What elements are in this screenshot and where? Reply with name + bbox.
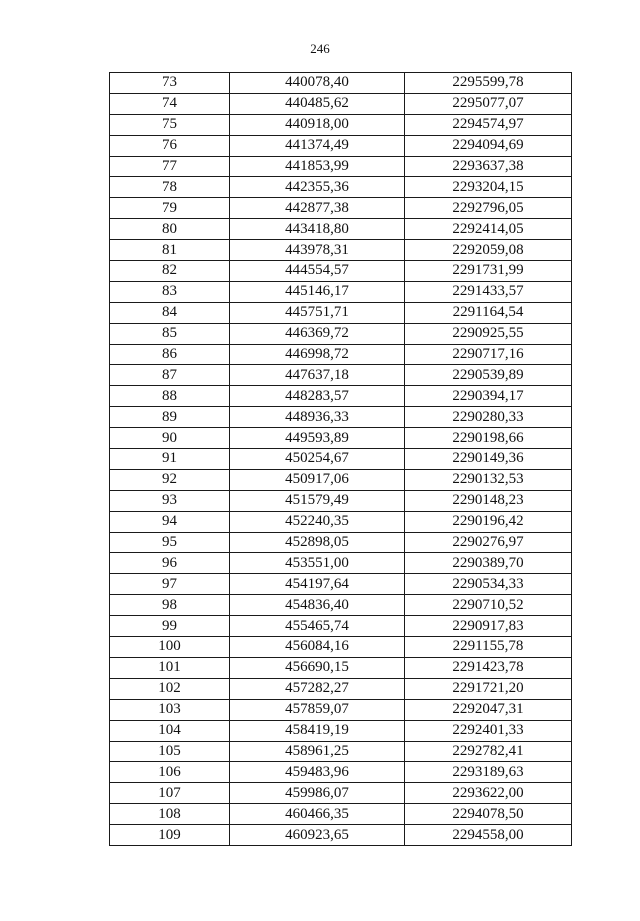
y-coordinate-cell: 2291155,78: [405, 637, 572, 658]
table-row: [110, 574, 572, 595]
table-row: [110, 490, 572, 511]
y-coordinate-cell: 2291423,78: [405, 657, 572, 678]
y-coordinate-cell: 2292796,05: [405, 198, 572, 219]
table-row: [110, 595, 572, 616]
x-coordinate-cell: 445146,17: [230, 281, 405, 302]
point-number-cell: 93: [110, 490, 230, 511]
table-row: [110, 93, 572, 114]
x-coordinate-cell: 457282,27: [230, 678, 405, 699]
table-row: [110, 469, 572, 490]
y-coordinate-cell: 2290280,33: [405, 407, 572, 428]
y-coordinate-cell: 2290276,97: [405, 532, 572, 553]
y-coordinate-cell: 2295599,78: [405, 73, 572, 94]
point-number-cell: 99: [110, 616, 230, 637]
y-coordinate-cell: 2290198,66: [405, 428, 572, 449]
y-coordinate-cell: 2294574,97: [405, 114, 572, 135]
x-coordinate-cell: 443978,31: [230, 240, 405, 261]
x-coordinate-cell: 452240,35: [230, 511, 405, 532]
table-row: [110, 783, 572, 804]
point-number-cell: 90: [110, 428, 230, 449]
y-coordinate-cell: 2290534,33: [405, 574, 572, 595]
table-row: [110, 261, 572, 282]
y-coordinate-cell: 2290394,17: [405, 386, 572, 407]
x-coordinate-cell: 456084,16: [230, 637, 405, 658]
point-number-cell: 76: [110, 135, 230, 156]
y-coordinate-cell: 2290925,55: [405, 323, 572, 344]
table-row: [110, 240, 572, 261]
y-coordinate-cell: 2290148,23: [405, 490, 572, 511]
x-coordinate-cell: 456690,15: [230, 657, 405, 678]
x-coordinate-cell: 440485,62: [230, 93, 405, 114]
y-coordinate-cell: 2291433,57: [405, 281, 572, 302]
x-coordinate-cell: 446998,72: [230, 344, 405, 365]
point-number-cell: 85: [110, 323, 230, 344]
point-number-cell: 109: [110, 825, 230, 846]
point-number-cell: 106: [110, 762, 230, 783]
point-number-cell: 91: [110, 449, 230, 470]
table-row: [110, 428, 572, 449]
point-number-cell: 94: [110, 511, 230, 532]
y-coordinate-cell: 2290710,52: [405, 595, 572, 616]
x-coordinate-cell: 448283,57: [230, 386, 405, 407]
point-number-cell: 100: [110, 637, 230, 658]
point-number-cell: 105: [110, 741, 230, 762]
y-coordinate-cell: 2295077,07: [405, 93, 572, 114]
y-coordinate-cell: 2293622,00: [405, 783, 572, 804]
x-coordinate-cell: 440078,40: [230, 73, 405, 94]
x-coordinate-cell: 448936,33: [230, 407, 405, 428]
y-coordinate-cell: 2291731,99: [405, 261, 572, 282]
table-row: [110, 449, 572, 470]
table-row: [110, 678, 572, 699]
table-body: [110, 73, 572, 846]
x-coordinate-cell: 455465,74: [230, 616, 405, 637]
x-coordinate-cell: 440918,00: [230, 114, 405, 135]
table-row: [110, 720, 572, 741]
x-coordinate-cell: 459986,07: [230, 783, 405, 804]
x-coordinate-cell: 460923,65: [230, 825, 405, 846]
table-row: [110, 741, 572, 762]
table-row: [110, 762, 572, 783]
point-number-cell: 77: [110, 156, 230, 177]
y-coordinate-cell: 2290717,16: [405, 344, 572, 365]
point-number-cell: 73: [110, 73, 230, 94]
y-coordinate-cell: 2294558,00: [405, 825, 572, 846]
y-coordinate-cell: 2292059,08: [405, 240, 572, 261]
table-row: [110, 323, 572, 344]
x-coordinate-cell: 453551,00: [230, 553, 405, 574]
y-coordinate-cell: 2294094,69: [405, 135, 572, 156]
point-number-cell: 80: [110, 219, 230, 240]
table-row: [110, 657, 572, 678]
x-coordinate-cell: 447637,18: [230, 365, 405, 386]
point-number-cell: 82: [110, 261, 230, 282]
x-coordinate-cell: 442355,36: [230, 177, 405, 198]
table-row: [110, 532, 572, 553]
point-number-cell: 79: [110, 198, 230, 219]
y-coordinate-cell: 2291721,20: [405, 678, 572, 699]
table-row: [110, 386, 572, 407]
y-coordinate-cell: 2293189,63: [405, 762, 572, 783]
table-row: [110, 699, 572, 720]
point-number-cell: 86: [110, 344, 230, 365]
x-coordinate-cell: 458419,19: [230, 720, 405, 741]
table-row: [110, 198, 572, 219]
x-coordinate-cell: 454836,40: [230, 595, 405, 616]
table-row: [110, 114, 572, 135]
point-number-cell: 108: [110, 804, 230, 825]
point-number-cell: 103: [110, 699, 230, 720]
point-number-cell: 87: [110, 365, 230, 386]
x-coordinate-cell: 445751,71: [230, 302, 405, 323]
point-number-cell: 98: [110, 595, 230, 616]
point-number-cell: 81: [110, 240, 230, 261]
point-number-cell: 84: [110, 302, 230, 323]
y-coordinate-cell: 2291164,54: [405, 302, 572, 323]
y-coordinate-cell: 2294078,50: [405, 804, 572, 825]
x-coordinate-cell: 459483,96: [230, 762, 405, 783]
point-number-cell: 102: [110, 678, 230, 699]
x-coordinate-cell: 443418,80: [230, 219, 405, 240]
y-coordinate-cell: 2290149,36: [405, 449, 572, 470]
table-row: [110, 281, 572, 302]
x-coordinate-cell: 458961,25: [230, 741, 405, 762]
point-number-cell: 78: [110, 177, 230, 198]
table-row: [110, 365, 572, 386]
point-number-cell: 89: [110, 407, 230, 428]
table-row: [110, 219, 572, 240]
y-coordinate-cell: 2290539,89: [405, 365, 572, 386]
point-number-cell: 92: [110, 469, 230, 490]
y-coordinate-cell: 2290132,53: [405, 469, 572, 490]
y-coordinate-cell: 2290917,83: [405, 616, 572, 637]
point-number-cell: 107: [110, 783, 230, 804]
x-coordinate-cell: 457859,07: [230, 699, 405, 720]
x-coordinate-cell: 454197,64: [230, 574, 405, 595]
y-coordinate-cell: 2292414,05: [405, 219, 572, 240]
table-row: [110, 344, 572, 365]
coordinates-table: [109, 72, 572, 846]
point-number-cell: 104: [110, 720, 230, 741]
point-number-cell: 88: [110, 386, 230, 407]
point-number-cell: 75: [110, 114, 230, 135]
point-number-cell: 95: [110, 532, 230, 553]
table-row: [110, 616, 572, 637]
table-row: [110, 407, 572, 428]
table-row: [110, 511, 572, 532]
table-row: [110, 156, 572, 177]
x-coordinate-cell: 449593,89: [230, 428, 405, 449]
page-number: 246: [310, 41, 330, 56]
y-coordinate-cell: 2293637,38: [405, 156, 572, 177]
table-row: [110, 637, 572, 658]
x-coordinate-cell: 460466,35: [230, 804, 405, 825]
point-number-cell: 74: [110, 93, 230, 114]
point-number-cell: 96: [110, 553, 230, 574]
table-row: [110, 804, 572, 825]
x-coordinate-cell: 451579,49: [230, 490, 405, 511]
table-row: [110, 302, 572, 323]
table-row: [110, 553, 572, 574]
x-coordinate-cell: 452898,05: [230, 532, 405, 553]
table-row: [110, 73, 572, 94]
y-coordinate-cell: 2292047,31: [405, 699, 572, 720]
x-coordinate-cell: 444554,57: [230, 261, 405, 282]
x-coordinate-cell: 441853,99: [230, 156, 405, 177]
y-coordinate-cell: 2292401,33: [405, 720, 572, 741]
x-coordinate-cell: 441374,49: [230, 135, 405, 156]
table-row: [110, 825, 572, 846]
point-number-cell: 97: [110, 574, 230, 595]
x-coordinate-cell: 450917,06: [230, 469, 405, 490]
table-row: [110, 177, 572, 198]
x-coordinate-cell: 446369,72: [230, 323, 405, 344]
y-coordinate-cell: 2293204,15: [405, 177, 572, 198]
x-coordinate-cell: 442877,38: [230, 198, 405, 219]
point-number-cell: 101: [110, 657, 230, 678]
x-coordinate-cell: 450254,67: [230, 449, 405, 470]
y-coordinate-cell: 2290389,70: [405, 553, 572, 574]
table-row: [110, 135, 572, 156]
point-number-cell: 83: [110, 281, 230, 302]
y-coordinate-cell: 2290196,42: [405, 511, 572, 532]
y-coordinate-cell: 2292782,41: [405, 741, 572, 762]
